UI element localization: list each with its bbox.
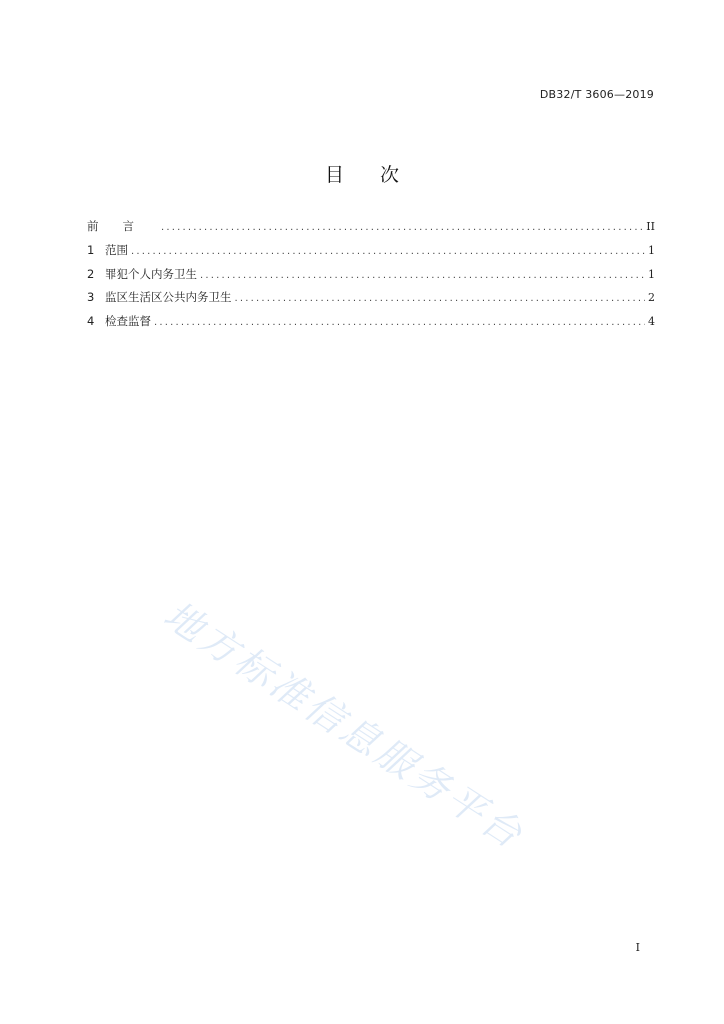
toc-entry-inspection[interactable] [87,313,655,337]
title-char-1: 目 [324,164,344,186]
title-char-2: 次 [380,164,400,186]
toc-entry-page: 2 [648,291,655,305]
table-of-contents [87,218,655,337]
toc-entry-scope[interactable] [87,242,655,266]
toc-entry-page: 1 [648,267,655,281]
toc-entry-label: 范围 [105,242,128,257]
toc-entry-number: 4 [87,314,95,329]
toc-entry-label: 监区生活区公共内务卫生 [105,290,232,305]
document-code: DB32/T 3606—2019 [539,88,654,101]
toc-leader-dots [200,270,645,281]
toc-leader-dots [131,246,645,257]
toc-leader-dots [161,222,643,233]
toc-entry-number: 2 [87,266,95,281]
toc-entry-public-hygiene[interactable] [87,289,655,313]
toc-entry-number: 1 [87,242,95,257]
toc-leader-dots [154,317,645,328]
toc-entry-label: 检查监督 [105,314,151,329]
toc-entry-number: 3 [87,290,95,305]
toc-entry-personal-hygiene[interactable] [87,266,655,290]
toc-entry-label: 罪犯个人内务卫生 [105,266,197,281]
toc-entry-page: II [646,220,655,233]
toc-entry-page: 1 [648,243,655,257]
page-title [0,160,724,187]
watermark: 地方标准信息服务平台 [156,592,533,859]
toc-entry-page: 4 [648,315,655,329]
toc-leader-dots [235,293,646,304]
page-number: I [635,941,640,954]
toc-entry-foreword[interactable] [87,218,655,242]
toc-entry-label: 前言 [87,219,158,233]
